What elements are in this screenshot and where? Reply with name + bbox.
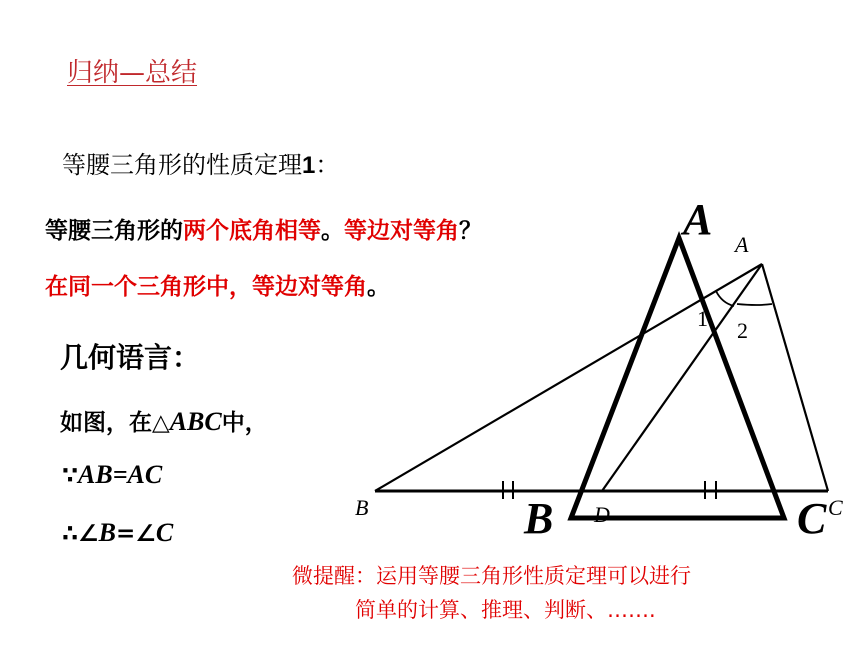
statement-period: 。 <box>321 218 344 244</box>
bold-vertex-a-label: A <box>683 195 713 244</box>
thin-point-d-label: D <box>594 502 610 527</box>
thin-side-ac <box>762 264 828 491</box>
statement-question-mark: ？ <box>459 218 482 244</box>
thin-vertex-b-label: B <box>355 495 369 520</box>
angle-1-label: 1 <box>697 306 708 331</box>
section-title[interactable]: 归纳—总结 <box>67 58 198 88</box>
reminder-line-1: 微提醒：运用等腰三角形性质定理可以进行 <box>292 564 691 588</box>
bold-vertex-b-label: B <box>524 494 554 543</box>
proof-line-3-equals-angle: =∠ <box>115 521 156 547</box>
theorem-number: 1 <box>302 152 316 179</box>
thin-vertex-a-label: A <box>735 232 749 257</box>
proof-line-3-angle-b: B <box>98 518 116 547</box>
statement-prefix: 等腰三角形的 <box>45 218 183 244</box>
thin-vertex-c-label: C <box>828 495 843 520</box>
statement-highlight-equal-sides: 等边对等角 <box>344 218 459 244</box>
angle-2-arc <box>737 304 772 305</box>
statement-end-period: 。 <box>367 274 390 300</box>
statement-highlight-base-angles: 两个底角相等 <box>183 218 321 244</box>
proof-line-1-triangle-name: ABC <box>169 407 222 436</box>
proof-line-1-prefix: 如图，在△ <box>60 410 170 436</box>
proof-line-1-suffix: 中， <box>221 410 268 436</box>
proof-line-2-equation: AB=AC <box>78 460 163 489</box>
theorem-colon: ： <box>315 151 340 179</box>
angle-2-label: 2 <box>737 318 748 343</box>
reminder-line-2: 简单的计算、推理、判断、……. <box>355 598 656 622</box>
theorem-heading-text: 等腰三角形的性质定理 <box>62 151 302 179</box>
proof-line-3-angle-c: C <box>155 518 174 547</box>
therefore-angle-symbol: ∴∠ <box>62 521 99 547</box>
because-symbol: ∵ <box>62 463 79 489</box>
bold-vertex-c-label: C <box>797 494 827 543</box>
geometry-language-heading: 几何语言： <box>60 341 201 374</box>
angle-1-arc <box>716 291 734 306</box>
statement-same-triangle: 在同一个三角形中，等边对等角 <box>45 274 367 300</box>
